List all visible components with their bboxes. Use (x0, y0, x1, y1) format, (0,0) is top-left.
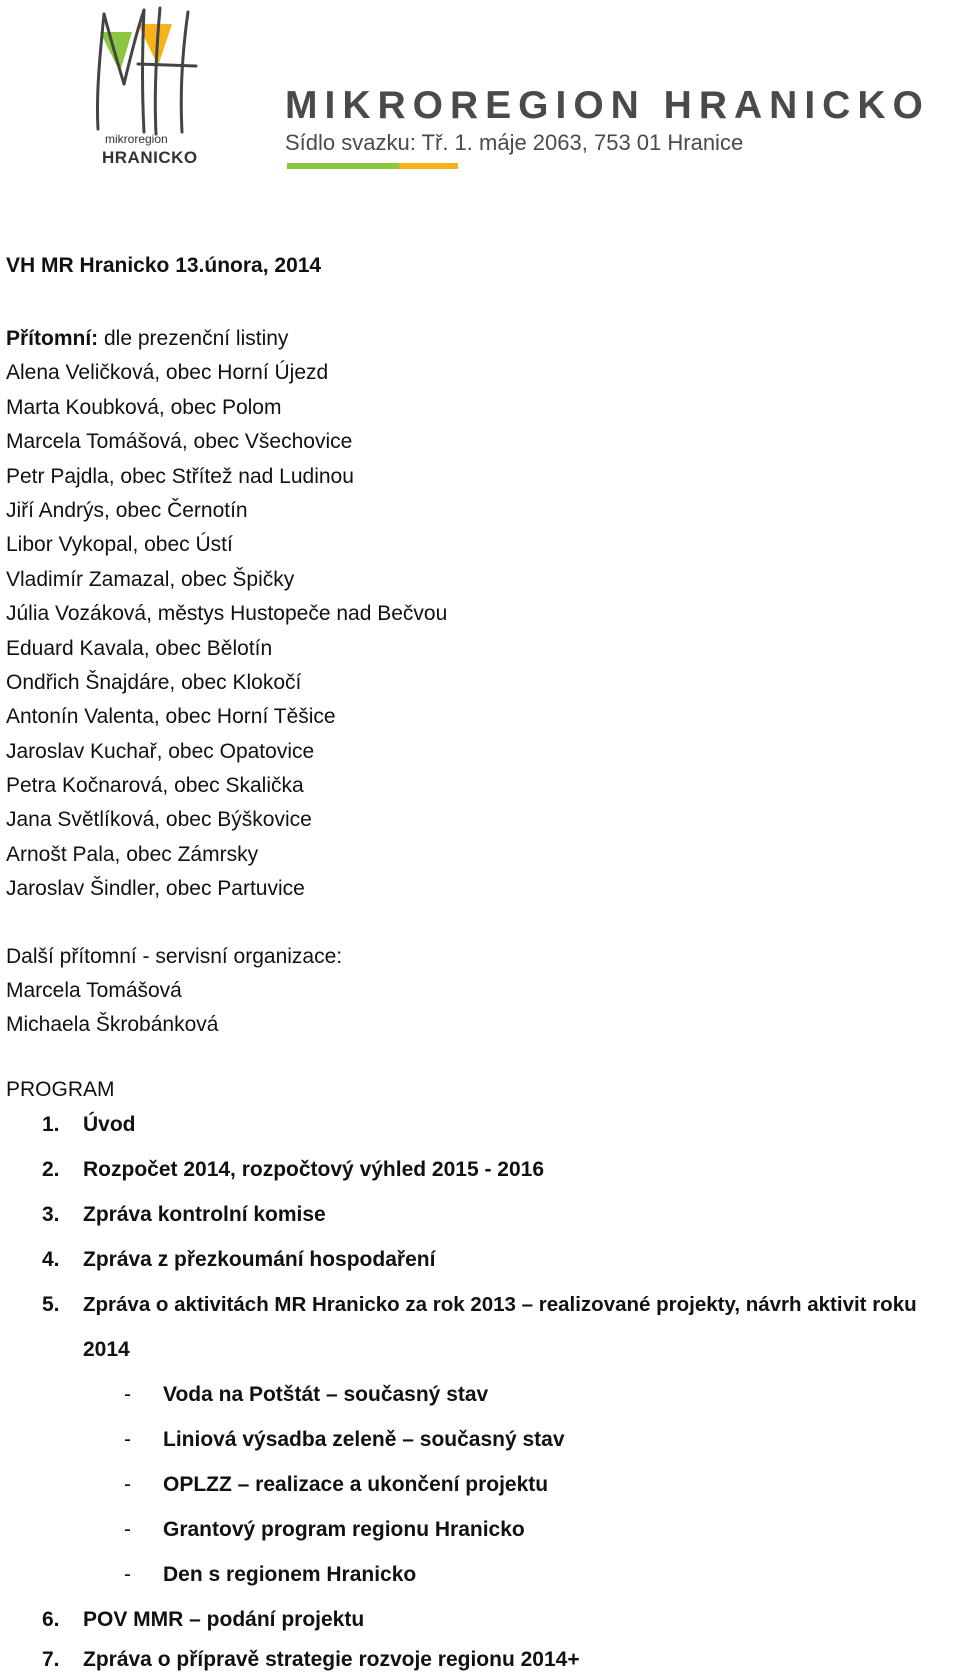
mikroregion-logo (92, 4, 222, 176)
attendee: Marcela Tomášová, obec Všechovice (6, 430, 353, 454)
program-item-number: 7. (42, 1648, 60, 1671)
attendee: Jiří Andrýs, obec Černotín (6, 498, 248, 522)
other-present-heading: Další přítomní - servisní organizace: (6, 945, 343, 968)
logo-caption-big: HRANICKO (102, 148, 198, 167)
sub-item-text: Voda na Potštát – současný stav (163, 1383, 489, 1406)
program-item-number: 1. (42, 1113, 60, 1136)
sub-item-dash: - (124, 1518, 131, 1541)
present-note: dle prezenční listiny (98, 327, 289, 350)
attendee: Libor Vykopal, obec Ústí (6, 533, 233, 557)
attendee: Petra Kočnarová, obec Skalička (6, 774, 304, 798)
yellow-bar-segment (399, 163, 458, 169)
other-present-person: Marcela Tomášová (6, 979, 182, 1003)
program-item-text-continuation: 2014 (83, 1338, 130, 1361)
program-item-text: Zpráva o přípravě strategie rozvoje regionu 2014+ (83, 1648, 580, 1671)
attendee: Jaroslav Kuchař, obec Opatovice (6, 739, 315, 763)
attendee: Júlia Vozáková, městys Hustopeče nad Bečvou (6, 602, 448, 626)
attendee: Eduard Kavala, obec Bělotín (6, 636, 273, 660)
program-item-text: Rozpočet 2014, rozpočtový výhled 2015 - 2016 (83, 1158, 545, 1181)
organization-name: MIKROREGION HRANICKO (285, 84, 930, 127)
sub-item-dash: - (124, 1563, 131, 1586)
organization-address: Sídlo svazku: Tř. 1. máje 2063, 753 01 Hranice (285, 130, 744, 155)
logo-caption-small: mikroregion (105, 132, 168, 146)
attendee: Antonín Valenta, obec Horní Těšice (6, 705, 336, 729)
other-present-list (6, 940, 342, 1043)
program-item-text: Úvod (83, 1113, 136, 1136)
program-item-number: 5. (42, 1293, 60, 1316)
attendee: Petr Pajdla, obec Střítež nad Ludinou (6, 464, 354, 488)
other-present-person: Michaela Škrobánková (6, 1013, 219, 1037)
sub-item-text: OPLZZ – realizace a ukončení projektu (163, 1473, 549, 1496)
attendee-list (6, 322, 447, 907)
sub-item-dash: - (124, 1428, 131, 1451)
program-item-number: 4. (42, 1248, 60, 1271)
program-item-number: 3. (42, 1203, 60, 1226)
sub-item-text: Liniová výsadba zeleně – současný stav (163, 1428, 565, 1451)
program-heading: PROGRAM (6, 1078, 115, 1101)
program-item-text: Zpráva z přezkoumání hospodaření (83, 1248, 436, 1271)
attendee: Alena Veličková, obec Horní Újezd (6, 361, 329, 385)
program-item-text: Zpráva kontrolní komise (83, 1203, 326, 1226)
document-title: VH MR Hranicko 13.února, 2014 (6, 254, 322, 277)
attendee: Arnošt Pala, obec Zámrsky (6, 842, 259, 866)
present-line (6, 322, 447, 356)
letterhead (0, 0, 960, 200)
program-item-text: POV MMR – podání projektu (83, 1608, 365, 1631)
attendee: Jaroslav Šindler, obec Partuvice (6, 877, 305, 901)
attendee: Jana Světlíková, obec Býškovice (6, 808, 312, 832)
program-item-number: 2. (42, 1158, 60, 1181)
program-item-number: 6. (42, 1608, 60, 1631)
attendee: Vladimír Zamazal, obec Špičky (6, 567, 295, 591)
program-item-text: Zpráva o aktivitách MR Hranicko za rok 2013 – realizované projekty, návrh aktivit roku (83, 1293, 917, 1316)
brand-color-bar (287, 163, 458, 169)
green-bar-segment (287, 163, 399, 169)
attendee: Marta Koubková, obec Polom (6, 395, 282, 419)
attendee: Ondřich Šnajdáre, obec Klokočí (6, 670, 302, 694)
present-label: Přítomní: (6, 327, 99, 350)
sub-item-dash: - (124, 1473, 131, 1496)
sub-item-text: Grantový program regionu Hranicko (163, 1518, 525, 1541)
sub-item-text: Den s regionem Hranicko (163, 1563, 417, 1586)
sub-item-dash: - (124, 1383, 131, 1406)
